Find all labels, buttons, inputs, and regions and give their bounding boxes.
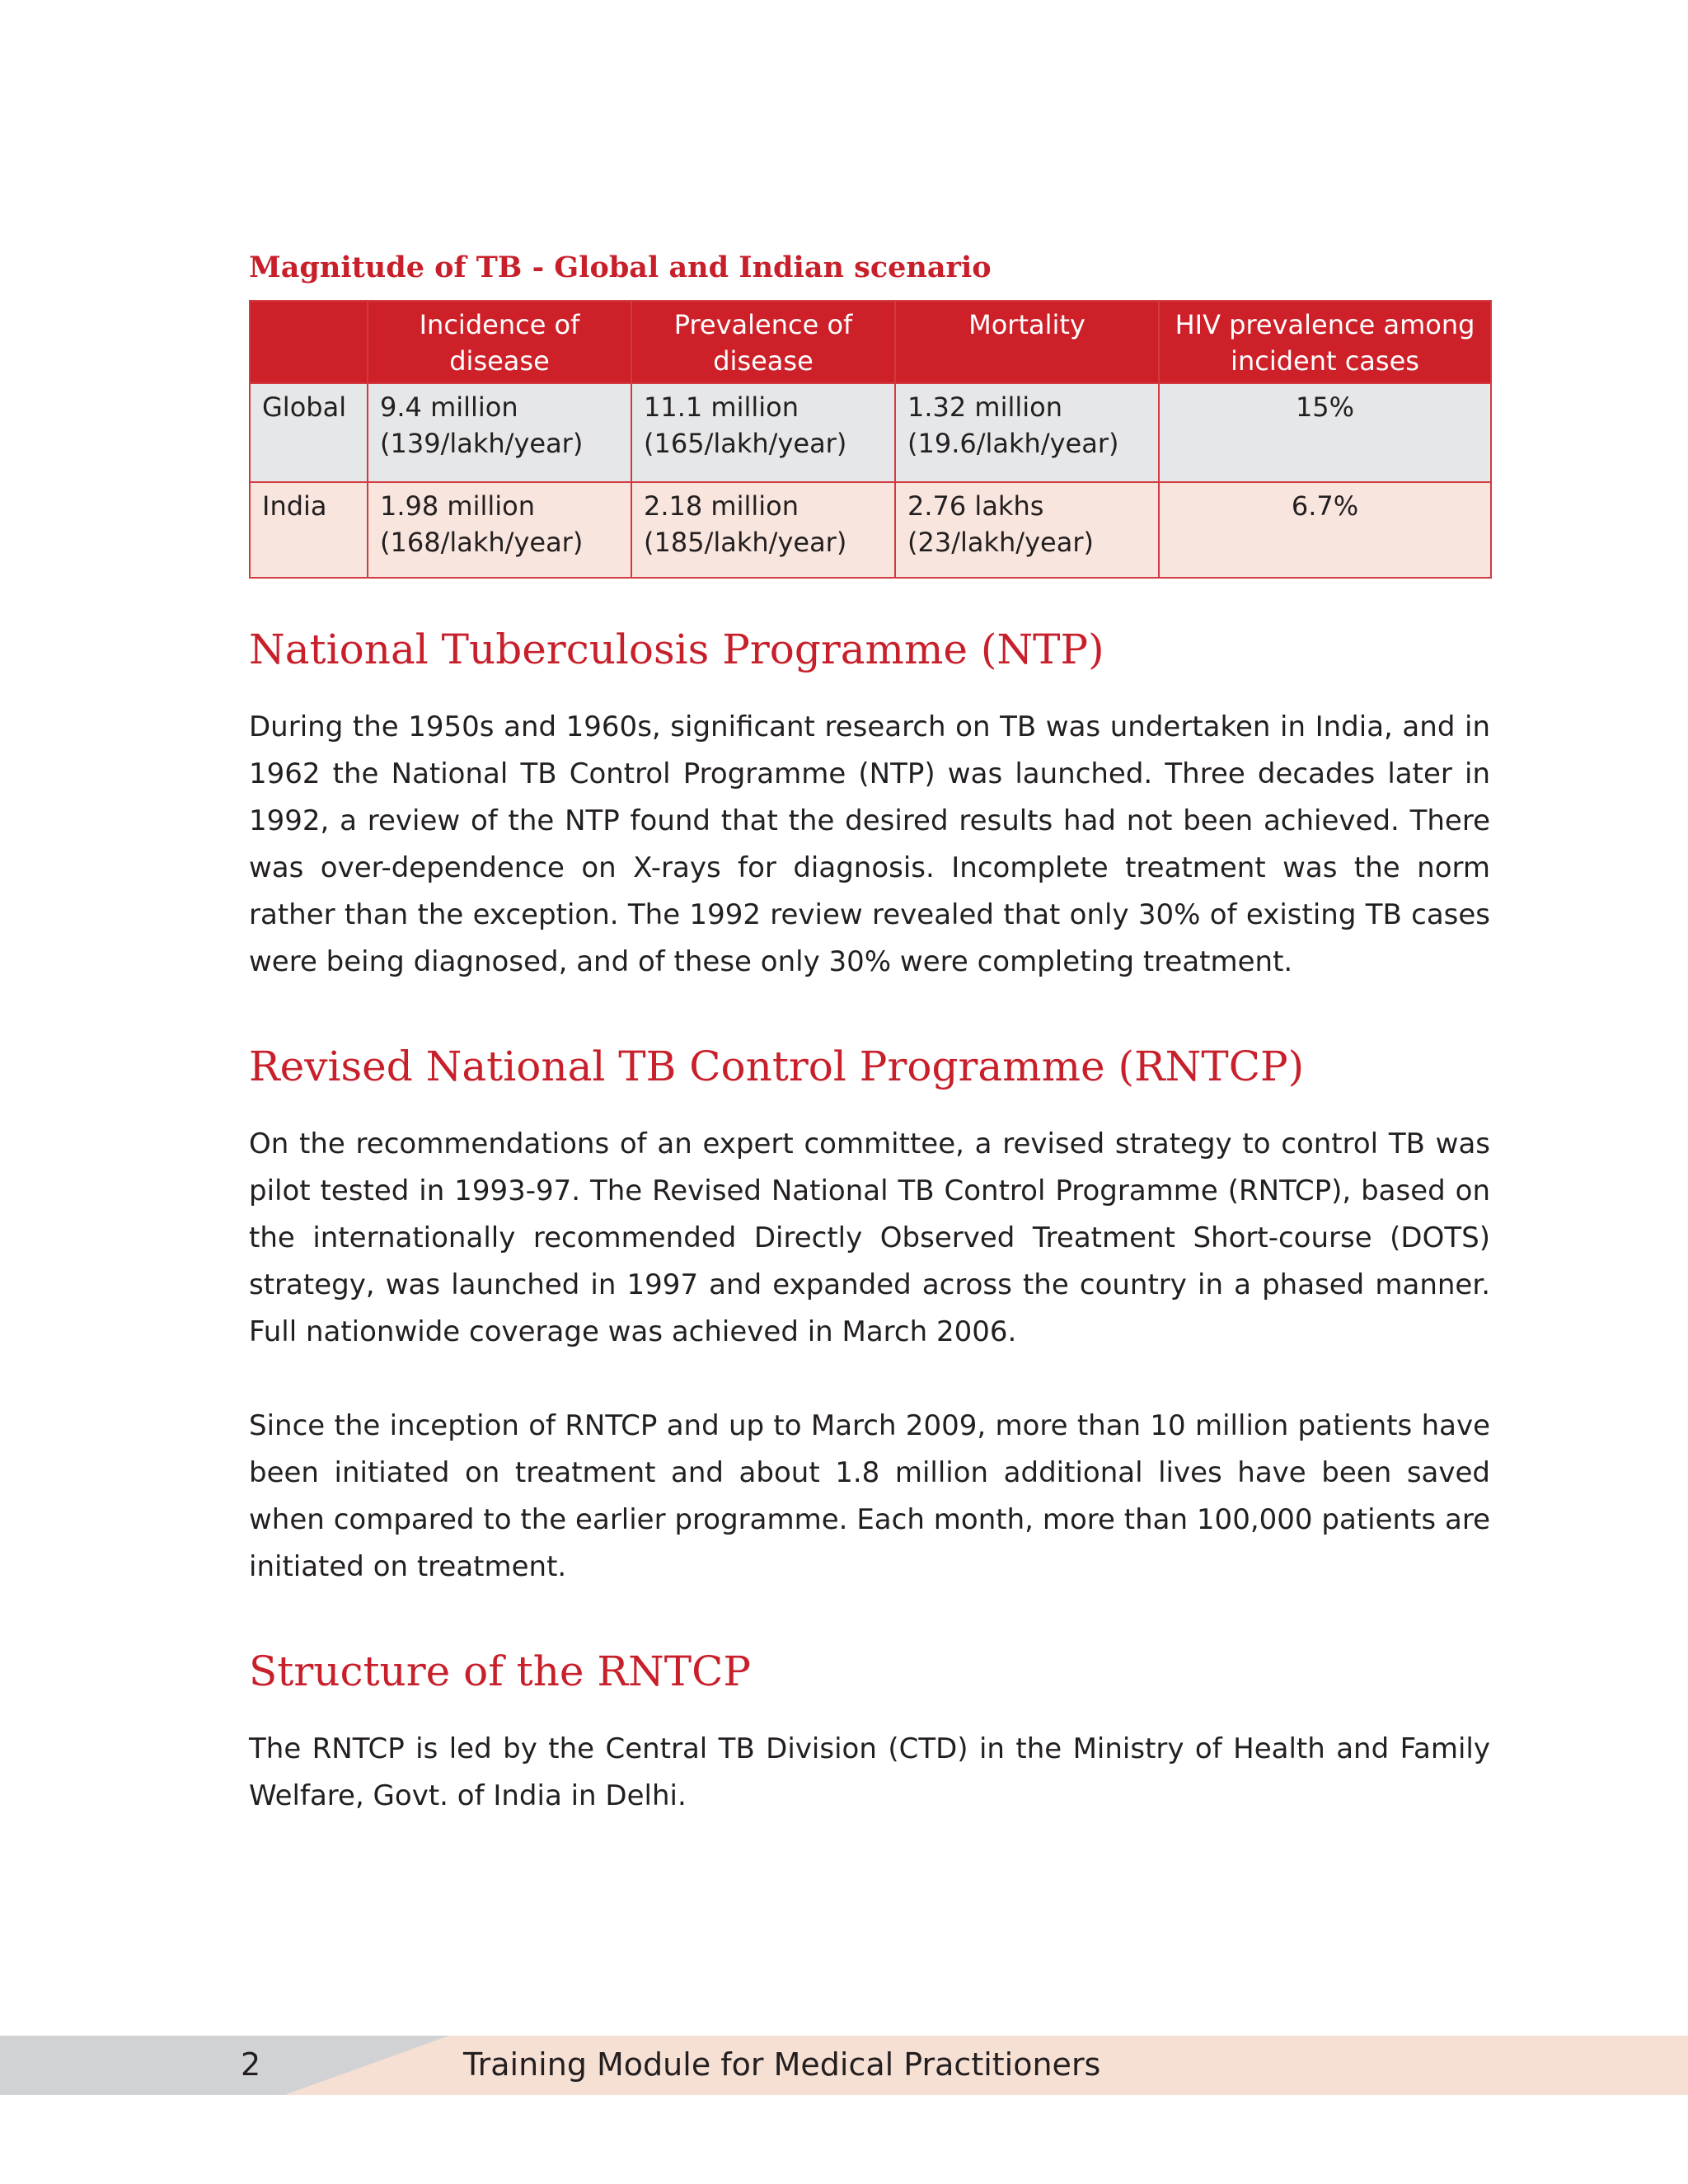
- incidence-value: 9.4 million: [380, 391, 518, 423]
- prevalence-value: 11.1 million: [644, 391, 799, 423]
- mortality-cell: [895, 383, 1159, 482]
- footer-title: Training Module for Medical Practitioners: [463, 2046, 1101, 2083]
- prevalence-value: 2.18 million: [644, 490, 799, 522]
- tb-magnitude-table: [249, 300, 1492, 579]
- incidence-value: 1.98 million: [380, 490, 536, 522]
- footer-page-tab-slant: [284, 2036, 449, 2095]
- section-heading-structure: Structure of the RNTCP: [249, 1647, 752, 1695]
- hiv-cell: 15%: [1159, 383, 1491, 482]
- mortality-cell: [895, 482, 1159, 578]
- incidence-rate: (139/lakh/year): [380, 428, 584, 459]
- row-label: Global: [250, 383, 368, 482]
- table-header-empty: [250, 301, 368, 383]
- prevalence-rate: (185/lakh/year): [644, 527, 847, 558]
- table-header-row: [250, 301, 1491, 383]
- section-heading-rntcp: Revised National TB Control Programme (RNTCP): [249, 1043, 1305, 1090]
- row-label: India: [250, 482, 368, 578]
- mortality-rate: (19.6/lakh/year): [907, 428, 1119, 459]
- incidence-cell: [368, 482, 631, 578]
- table-header-prevalence: Prevalence of disease: [631, 301, 895, 383]
- paragraph-rntcp-2: Since the inception of RNTCP and up to March 2009, more than 10 million patients have been initiated on treatment and about 1.8 million additional lives have been saved when compared to the earlier programme. Each month, more than 100,000 patients are initiated on treatment.: [249, 1409, 1490, 1583]
- page-content: [249, 247, 1490, 1820]
- mortality-value: 1.32 million: [907, 391, 1063, 423]
- table-header-incidence: Incidence of disease: [368, 301, 631, 383]
- table-row-india: [250, 482, 1491, 578]
- paragraph-rntcp-1: On the recommendations of an expert committee, a revised strategy to control TB was pilot tested in 1993-97. The Revised National TB Control Programme (RNTCP), based on the internationally recommended Directly Observed Treatment Short-course (DOTS) strategy, was launched in 1997 and expanded across the country in a phased manner. Full nationwide coverage was achieved in March 2006.: [249, 1127, 1490, 1348]
- incidence-rate: (168/lakh/year): [380, 527, 584, 558]
- table-row-global: [250, 383, 1491, 482]
- hiv-cell: 6.7%: [1159, 482, 1491, 578]
- prevalence-cell: [631, 383, 895, 482]
- table-title: Magnitude of TB - Global and Indian scenario: [249, 251, 992, 284]
- table-header-mortality: Mortality: [895, 301, 1159, 383]
- paragraph-structure: The RNTCP is led by the Central TB Division (CTD) in the Ministry of Health and Family Welfare, Govt. of India in Delhi.: [249, 1732, 1490, 1812]
- page-number: 2: [241, 2046, 261, 2083]
- table-header-hiv: HIV prevalence among incident cases: [1159, 301, 1491, 383]
- mortality-value: 2.76 lakhs: [907, 490, 1044, 522]
- prevalence-rate: (165/lakh/year): [644, 428, 847, 459]
- paragraph-ntp: During the 1950s and 1960s, significant research on TB was undertaken in India, and in 1962 the National TB Control Programme (NTP) was launched. Three decades later in 1992, a review of the NTP found that the desired results had not been achieved. There was over-dependence on X-rays for diagnosis. Incomplete treatment was the norm rather than the exception. The 1992 review revealed that only 30% of existing TB cases were being diagnosed, and of these only 30% were completing treatment.: [249, 710, 1490, 978]
- incidence-cell: [368, 383, 631, 482]
- prevalence-cell: [631, 482, 895, 578]
- section-heading-ntp: National Tuberculosis Programme (NTP): [249, 626, 1104, 673]
- mortality-rate: (23/lakh/year): [907, 527, 1094, 558]
